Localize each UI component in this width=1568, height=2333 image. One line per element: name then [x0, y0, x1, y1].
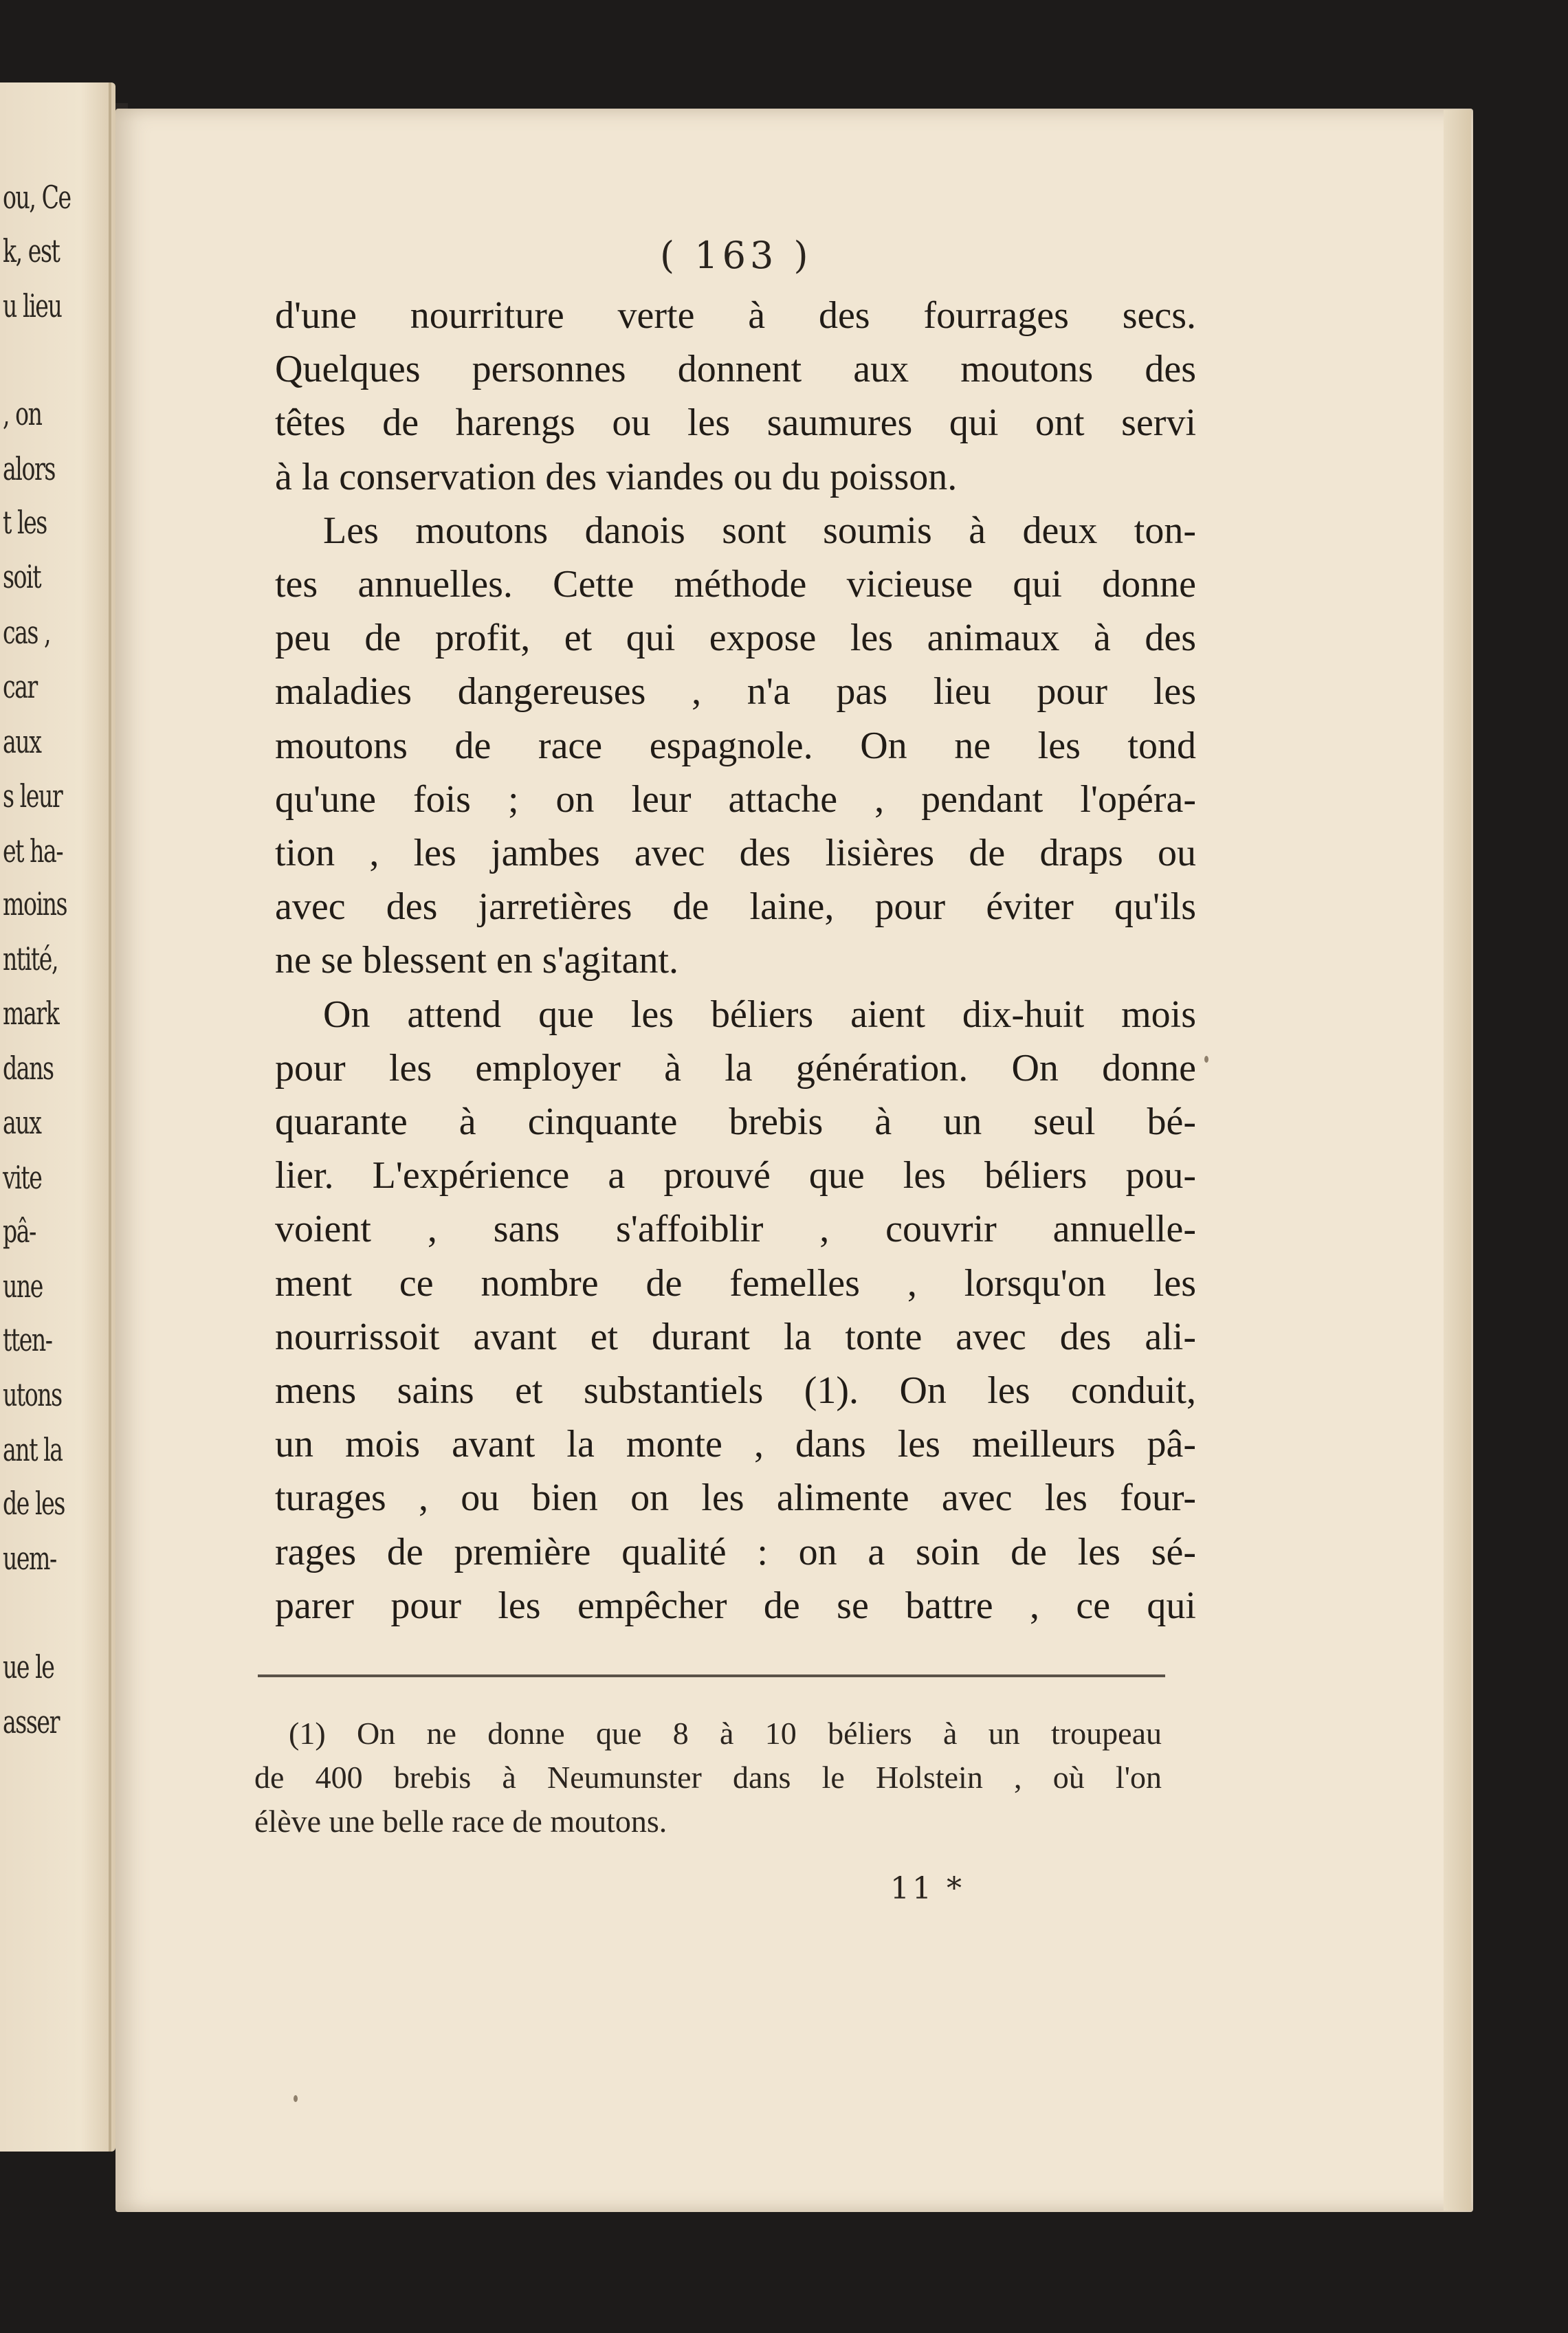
text-line: avec des jarretières de laine, pour éviter qu'ils — [275, 885, 1196, 929]
text-line: tion , les jambes avec des lisières de draps ou — [275, 832, 1196, 875]
previous-page-line: asser — [3, 1703, 59, 1740]
previous-page-fragment — [0, 82, 115, 2152]
text-line: qu'une fois ; on leur attache , pendant l'opéra- — [275, 777, 1196, 821]
text-line: d'une nourriture verte à des fourrages secs. — [275, 294, 1196, 337]
body-text — [275, 289, 1196, 1633]
previous-page-line: uem- — [3, 1540, 56, 1577]
text-line: rages de première qualité : on a soin de les sé- — [275, 1530, 1196, 1573]
previous-page-line: et ha- — [3, 832, 63, 870]
signature-mark: 11 * — [890, 1871, 964, 1906]
previous-page-line: soit — [3, 558, 41, 595]
previous-page-line: ntité, — [3, 940, 58, 977]
previous-page-line: de les — [3, 1485, 65, 1522]
text-line: On attend que les béliers aient dix-huit mois — [323, 993, 1196, 1036]
paper-speck — [1204, 1056, 1208, 1063]
previous-page-line: , on — [3, 395, 42, 432]
previous-page-line: une — [3, 1268, 43, 1305]
previous-page-line: aux — [3, 723, 41, 760]
previous-page-line: ant la — [3, 1431, 63, 1468]
text-line: parer pour les empêcher de se battre , ce qui — [275, 1584, 1196, 1627]
previous-page-line: t les — [3, 504, 47, 541]
footnote-line: (1) On ne donne que 8 à 10 béliers à un troupeau — [289, 1716, 1162, 1751]
text-line: lier. L'expérience a prouvé que les béliers pou- — [275, 1154, 1196, 1197]
text-line: voient , sans s'affoiblir , couvrir annuelle- — [275, 1208, 1196, 1251]
page-edge — [109, 82, 111, 2152]
text-line: Quelques personnes donnent aux moutons des — [275, 348, 1196, 391]
footnote-line: de 400 brebis à Neumunster dans le Holstein , où l'on — [254, 1760, 1162, 1795]
previous-page-line: ou, Ce — [3, 179, 71, 216]
previous-page-line: ue le — [3, 1648, 54, 1685]
previous-page-line: cas , — [3, 614, 51, 651]
previous-page-line: mark — [3, 995, 59, 1032]
previous-page-line: vite — [3, 1159, 42, 1196]
previous-page-line: tten- — [3, 1321, 52, 1358]
text-line: turages , ou bien on les alimente avec les four- — [275, 1477, 1196, 1520]
text-line: ne se blessent en s'agitant. — [275, 939, 679, 982]
previous-page-line: pâ- — [3, 1213, 36, 1250]
text-line: peu de profit, et qui expose les animaux à des — [275, 617, 1196, 660]
previous-page-line: u lieu — [3, 287, 62, 324]
previous-page-line: alors — [3, 450, 55, 487]
text-line: tes annuelles. Cette méthode vicieuse qui donne — [275, 563, 1196, 606]
footnote — [254, 1712, 1162, 1844]
text-line: têtes de harengs ou les saumures qui ont servi — [275, 401, 1196, 445]
text-line: pour les employer à la génération. On donne — [275, 1046, 1196, 1090]
text-line: Les moutons danois sont soumis à deux ton- — [323, 509, 1196, 552]
text-line: moutons de race espagnole. On ne les tond — [275, 724, 1196, 767]
previous-page-line: k, est — [3, 232, 60, 269]
text-line: à la conservation des viandes ou du poisson. — [275, 455, 958, 498]
previous-page-line: car — [3, 668, 37, 705]
page-right-edge — [1444, 110, 1471, 2211]
previous-page-line: utons — [3, 1376, 62, 1413]
text-line: maladies dangereuses , n'a pas lieu pour les — [275, 670, 1196, 714]
footnote-line: élève une belle race de moutons. — [254, 1804, 667, 1839]
previous-page-line: aux — [3, 1104, 41, 1141]
text-line: mens sains et substantiels (1). On les conduit, — [275, 1369, 1196, 1413]
previous-page-line: moins — [3, 885, 67, 922]
previous-page-line: dans — [3, 1050, 54, 1087]
text-line: nourrissoit avant et durant la tonte avec des ali- — [275, 1315, 1196, 1358]
text-line: un mois avant la monte , dans les meilleurs pâ- — [275, 1423, 1196, 1466]
footnote-rule — [258, 1674, 1165, 1677]
previous-page-line: s leur — [3, 777, 63, 815]
text-line: quarante à cinquante brebis à un seul bé- — [275, 1101, 1196, 1144]
text-line: ment ce nombre de femelles , lorsqu'on les — [275, 1261, 1196, 1305]
paper-speck — [294, 2095, 298, 2102]
page-number: ( 163 ) — [660, 234, 813, 277]
